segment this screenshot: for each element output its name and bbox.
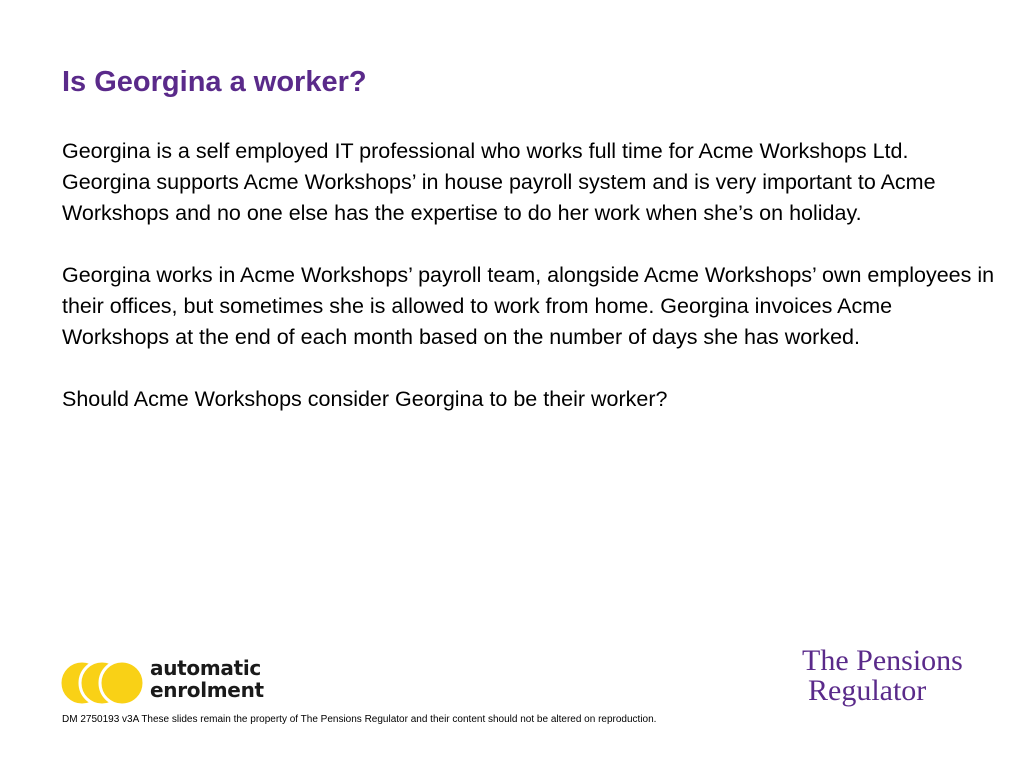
slide-body [62,136,1002,446]
ae-wordmark-line2: enrolment [150,678,264,702]
tpr-logo-line2: Regulator [808,674,927,707]
automatic-enrolment-circles-icon [58,655,148,711]
ae-wordmark-line1: automatic [150,656,261,680]
paragraph-intro: Georgina is a self employed IT professional who works full time for Acme Workshops Ltd. Georgina supports Acme Workshops’ in house payroll system and is very important to Acme Workshops and no one else has the expertise to do her work when she’s on holiday. [62,139,936,225]
footer-disclaimer: DM 2750193 v3A These slides remain the property of The Pensions Regulator and their content should not be altered on reproduction. [62,714,657,725]
paragraph-question: Should Acme Workshops consider Georgina to be their worker? [62,387,668,411]
slide-title: Is Georgina a worker? [62,66,367,98]
automatic-enrolment-logo [58,655,268,711]
automatic-enrolment-wordmark [150,657,264,701]
tpr-logo-line1: The Pensions [802,644,963,677]
pensions-regulator-logo [802,646,963,706]
paragraph-details: Georgina works in Acme Workshops’ payroll team, alongside Acme Workshops’ own employees in their offices, but sometimes she is allowed to work from home. Georgina invoices Acme Workshops at the end of each month based on the number of days she has worked. [62,263,995,349]
